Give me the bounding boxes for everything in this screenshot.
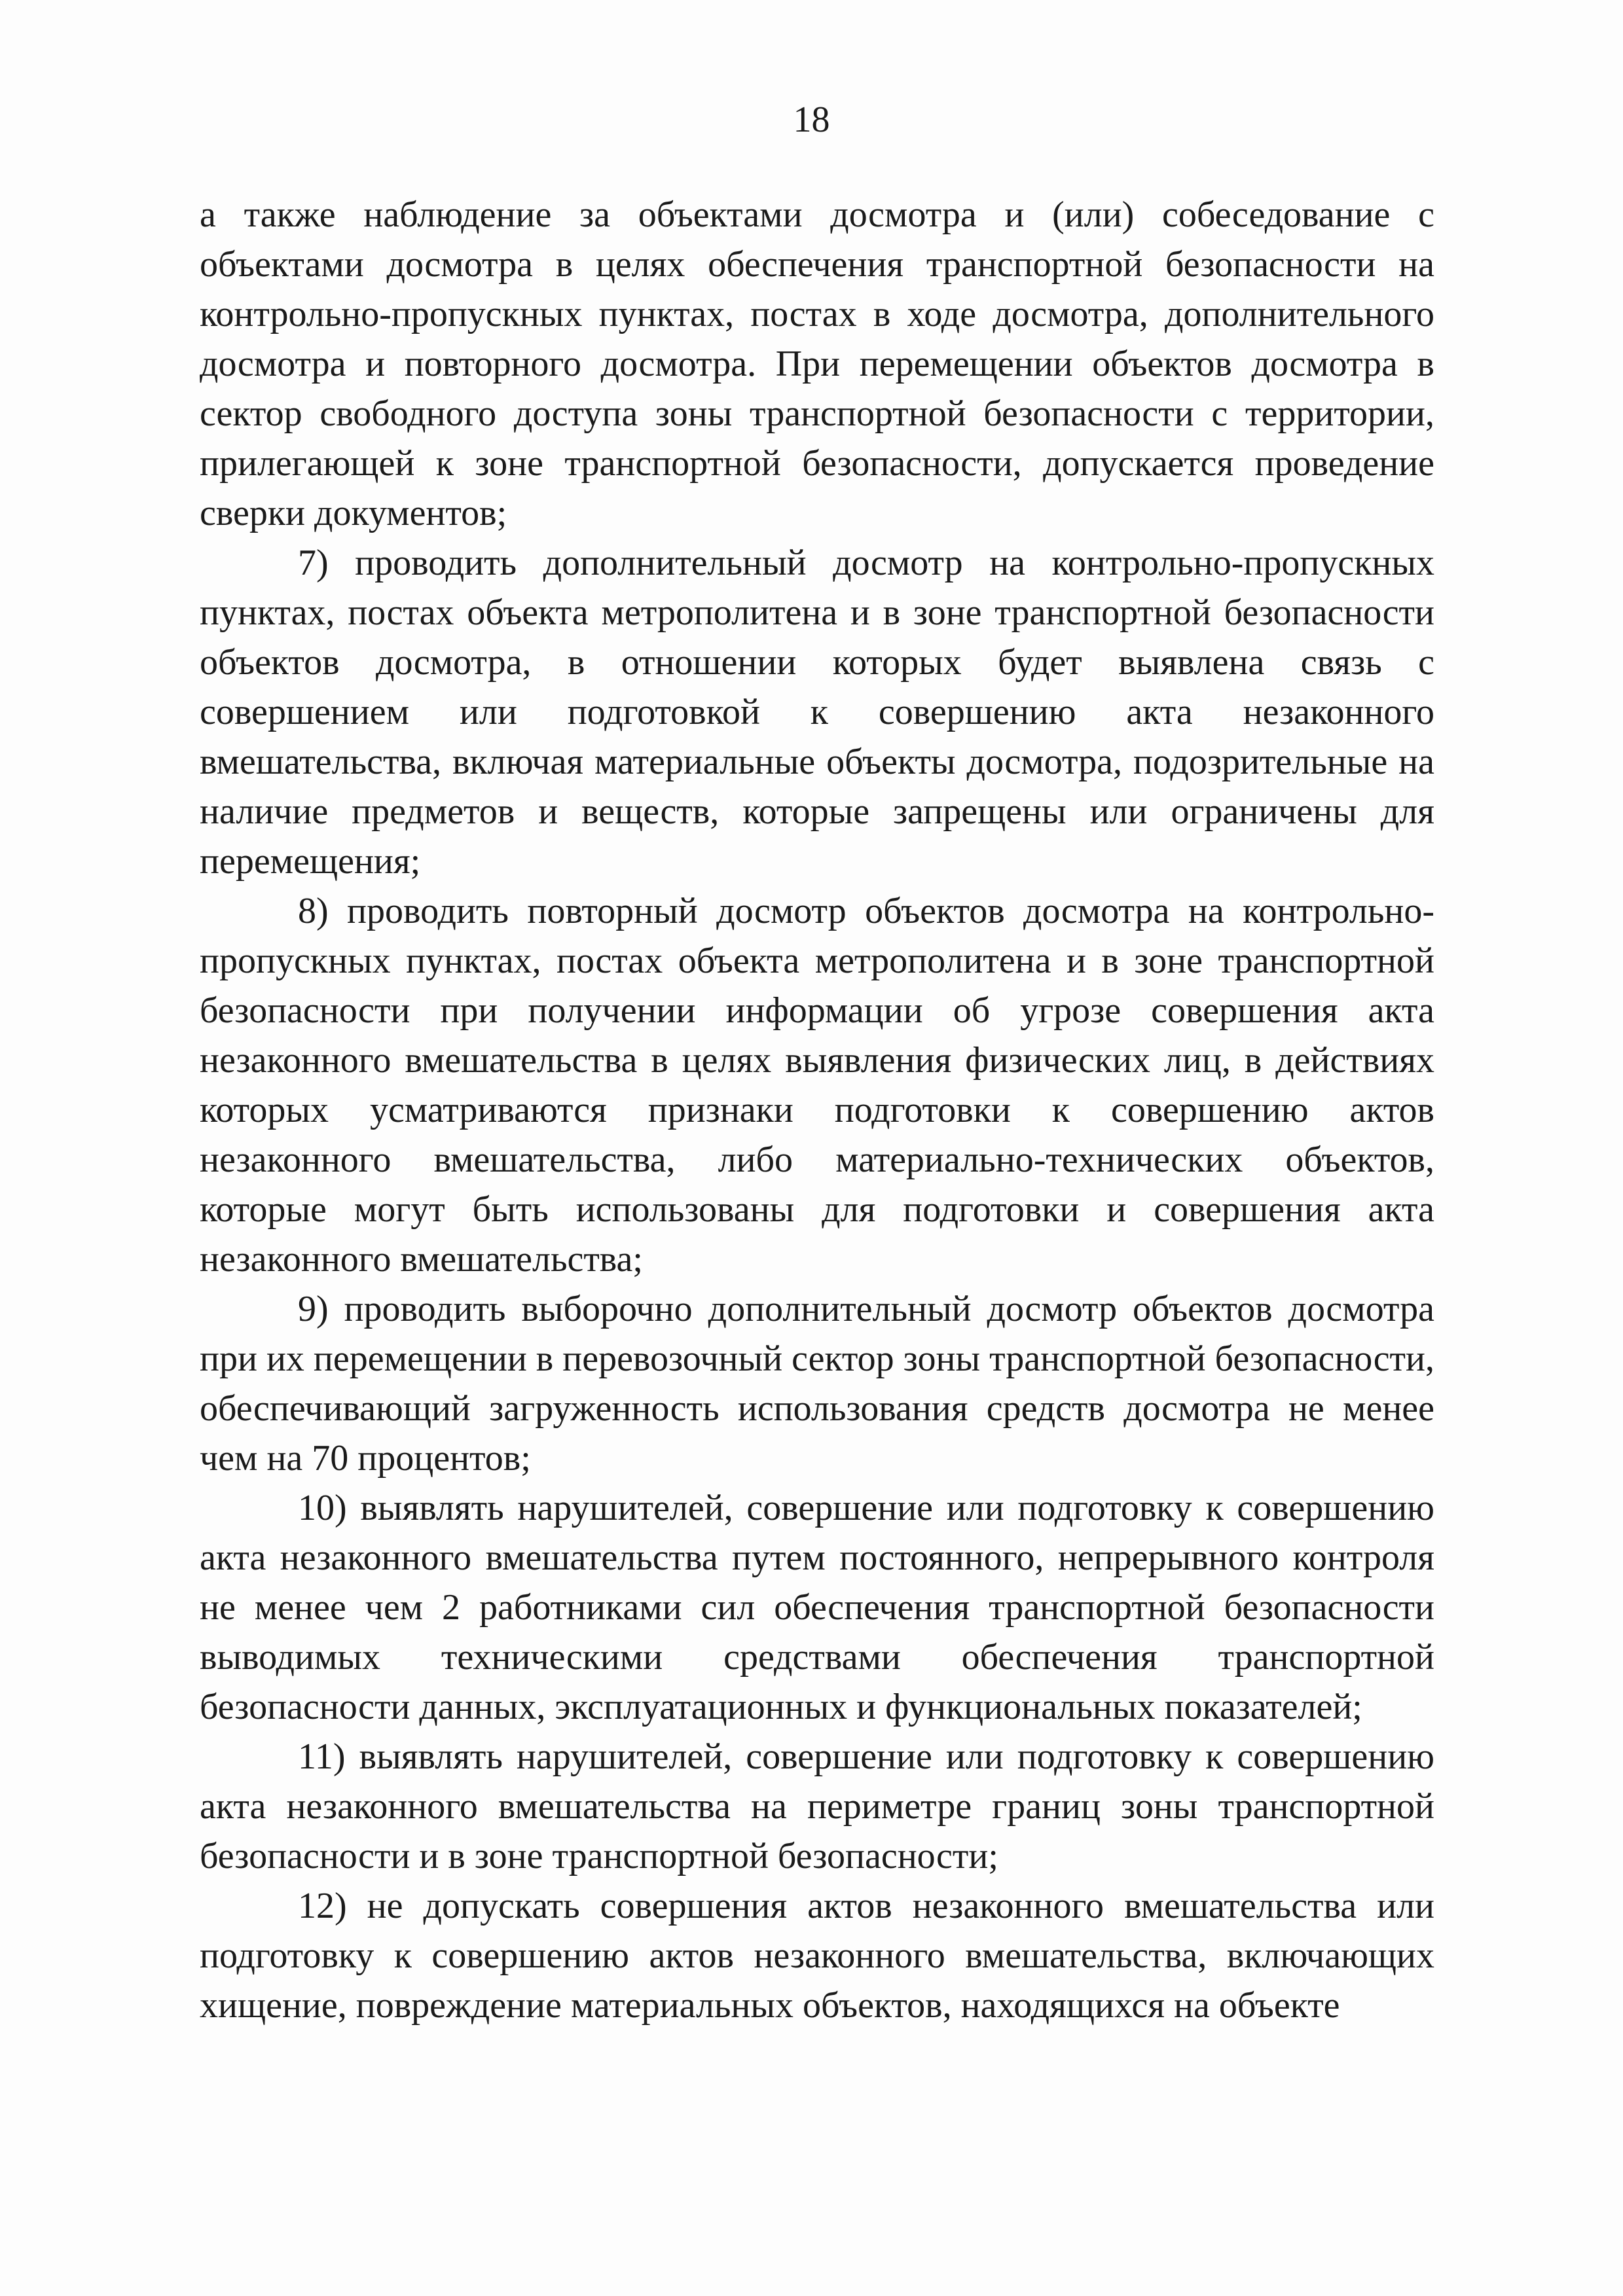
paragraph-item-9: 9) проводить выборочно дополнительный досмотр объектов досмотра при их перемещении в перевозочный сектор зоны транспортной безопасности, обеспечивающий загруженность использования средств досмотра не менее чем на 70 процентов; <box>200 1289 1434 1479</box>
paragraph-item-12: 12) не допускать совершения актов незаконного вмешательства или подготовку к совершению актов незаконного вмешательства, включающих хищение, повреждение материальных объектов, находящихся на объекте <box>200 1886 1434 2026</box>
document-body <box>200 190 1434 2030</box>
paragraph-item-10: 10) выявлять нарушителей, совершение или подготовку к совершению акта незаконного вмешательства путем постоянного, непрерывного контроля не менее чем 2 работниками сил обеспечения транспортной безопасности выводимых техническими средствами обеспечения транспортной безопасности данных, эксплуатационных и функциональных показателей; <box>200 1488 1434 1727</box>
paragraph-item-11: 11) выявлять нарушителей, совершение или подготовку к совершению акта незаконного вмешательства на периметре границ зоны транспортной безопасности и в зоне транспортной безопасности; <box>200 1736 1434 1876</box>
paragraph-continuation: а также наблюдение за объектами досмотра и (или) собеседование с объектами досмотра в целях обеспечения транспортной безопасности на контрольно-пропускных пунктах, постах в ходе досмотра, дополнительного досмотра и повторного досмотра. При перемещении объектов досмотра в сектор свободного доступа зоны транспортной безопасности с территории, прилегающей к зоне транспортной безопасности, допускается проведение сверки документов; <box>200 194 1434 533</box>
paragraph-item-8: 8) проводить повторный досмотр объектов досмотра на контрольно-пропускных пунктах, постах объекта метрополитена и в зоне транспортной безопасности при получении информации об угрозе совершения акта незаконного вмешательства в целях выявления физических лиц, в действиях которых усматриваются признаки подготовки к совершению актов незаконного вмешательства, либо материально-технических объектов, которые могут быть использованы для подготовки и совершения акта незаконного вмешательства; <box>200 891 1434 1280</box>
page-number: 18 <box>793 99 830 140</box>
paragraph-item-7: 7) проводить дополнительный досмотр на контрольно-пропускных пунктах, постах объекта метрополитена и в зоне транспортной безопасности объектов досмотра, в отношении которых будет выявлена связь с совершением или подготовкой к совершению акта незаконного вмешательства, включая материальные объекты досмотра, подозрительные на наличие предметов и веществ, которые запрещены или ограничены для перемещения; <box>200 543 1434 882</box>
